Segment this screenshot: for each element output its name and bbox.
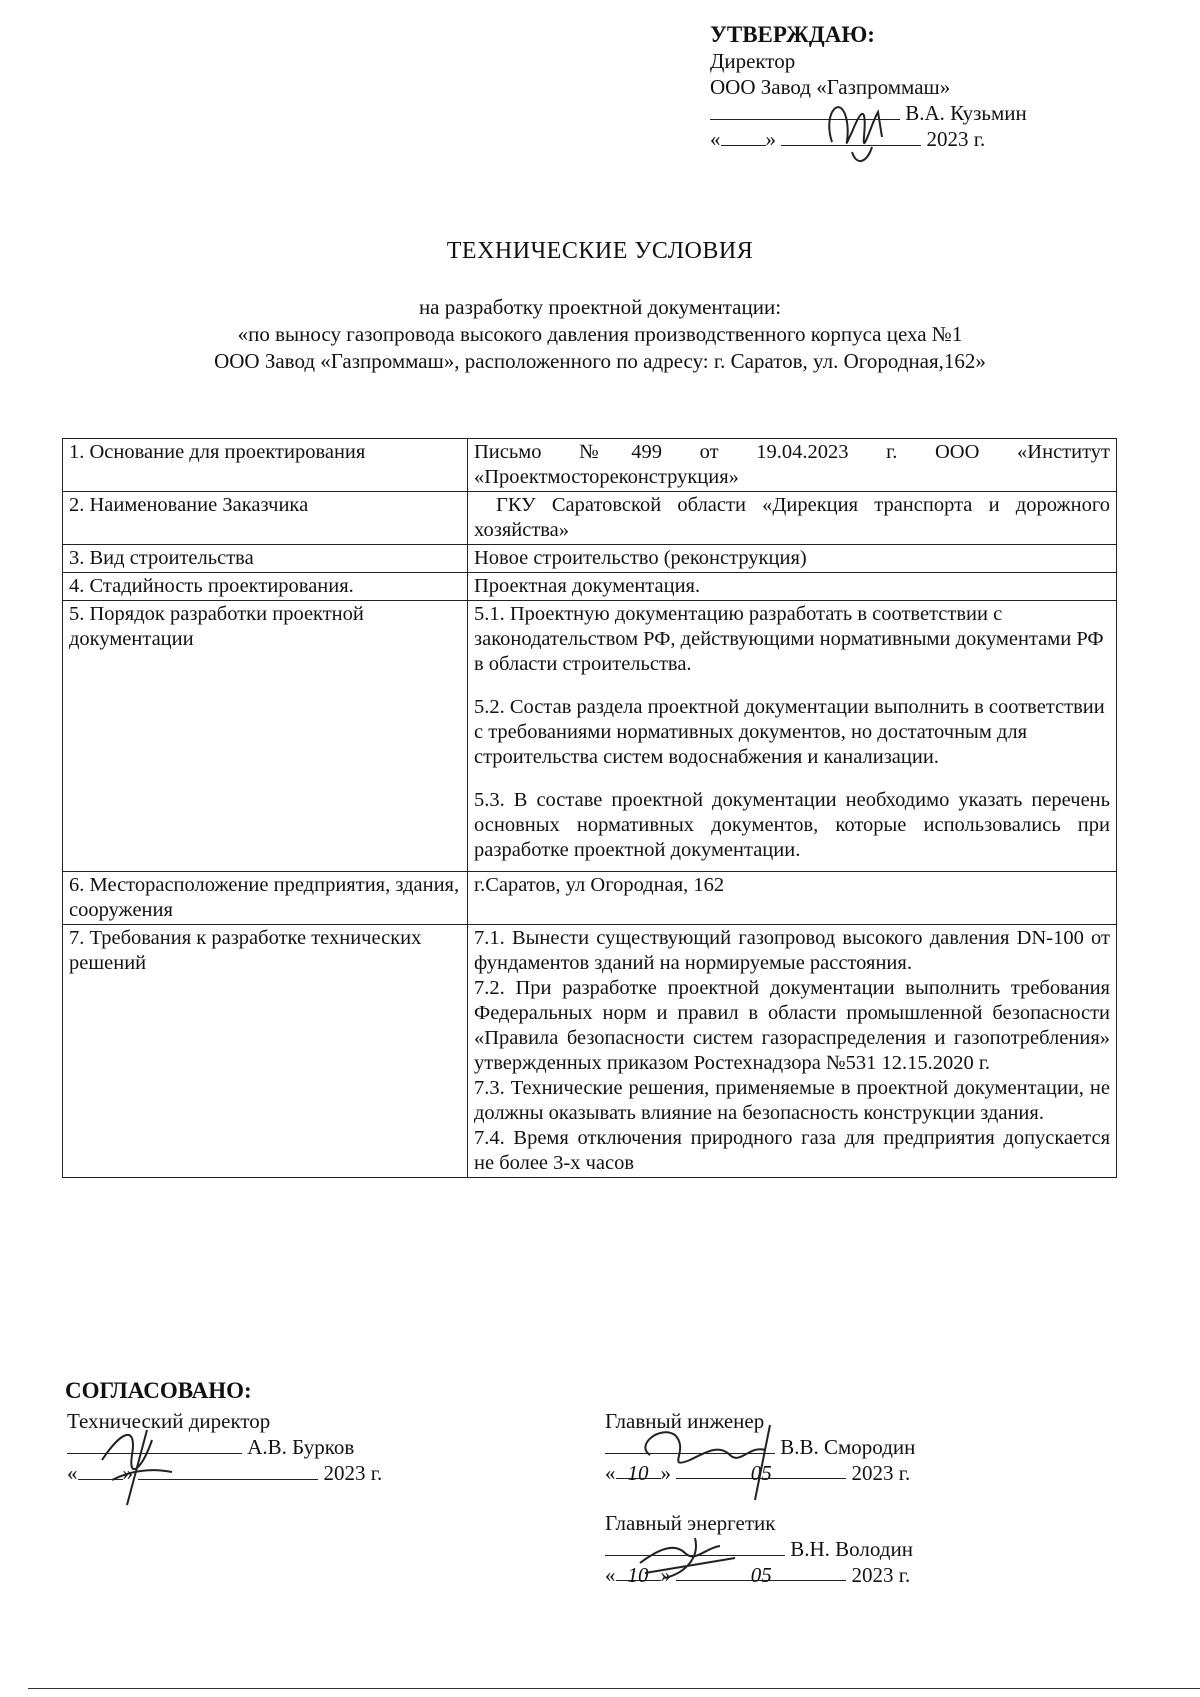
subtitle-line-2: «по выносу газопровода высокого давления производственного корпуса цеха №1 <box>237 322 963 346</box>
date-day: 10 <box>616 1562 661 1581</box>
date-month: 05 <box>676 1562 846 1581</box>
signatory-name: В.Н. Володин <box>790 1537 913 1561</box>
date-day <box>78 1461 123 1480</box>
date-month: 05 <box>676 1460 846 1479</box>
table-row <box>63 545 1117 573</box>
approval-company: ООО Завод «Газпроммаш» <box>710 75 951 99</box>
table-row <box>63 872 1117 925</box>
approval-block <box>710 22 1150 152</box>
table-row <box>63 601 1117 872</box>
subtitle-line-3: ООО Завод «Газпроммаш», расположенного по адресу: г. Саратов, ул. Огородная,162» <box>214 349 986 373</box>
approval-name: В.А. Кузьмин <box>905 101 1027 125</box>
signatory-sign-line <box>605 1434 915 1460</box>
list-item: 7.1. Вынести существующий газопровод высокого давления DN-100 от фундаментов зданий на нормируемые расстояния. <box>474 927 1110 974</box>
list-item: 5.1. Проектную документацию разработать в соответствии с законодательством РФ, действующими нормативными документами РФ в области строительства. <box>474 603 1104 675</box>
row-value <box>468 492 1117 545</box>
row-text: ГКУ Саратовской области «Дирекция транспорта и дорожного хозяйства» <box>474 494 1110 541</box>
row-label: 7. Требования к разработке технических решений <box>63 925 468 1178</box>
signatory-sign-line <box>67 1434 382 1460</box>
signatory-name: А.В. Бурков <box>247 1435 355 1459</box>
document-subtitle <box>0 294 1200 375</box>
approval-date-line <box>710 126 1150 152</box>
date-month-blank <box>781 127 921 146</box>
row-value <box>468 545 1117 573</box>
row-label: 3. Вид строительства <box>63 545 468 573</box>
row-label: 1. Основание для проектирования <box>63 439 468 492</box>
signatory-date-line: « 10 » 05 2023 г. <box>605 1563 911 1587</box>
row-value <box>468 573 1117 601</box>
date-close-quote: » <box>765 127 776 151</box>
specification-table <box>62 438 1117 1178</box>
table-row <box>63 573 1117 601</box>
signatory-position: Главный инженер <box>605 1409 765 1433</box>
table-row <box>63 492 1117 545</box>
date-month <box>138 1461 318 1480</box>
signatory-sign-line <box>605 1536 913 1562</box>
signature-underline <box>605 1537 785 1556</box>
date-day-blank <box>721 127 766 146</box>
row-text: Письмо №499 от 19.04.2023 г. ООО «Институт «Проектмостореконструкция» <box>474 441 1110 488</box>
signatory-position: Главный энергетик <box>605 1511 776 1535</box>
signature-underline <box>605 1435 775 1454</box>
date-year: 2023 г. <box>851 1563 911 1587</box>
signature-underline <box>710 101 900 120</box>
row-value <box>468 439 1117 492</box>
agreed-heading: СОГЛАСОВАНО: <box>65 1378 252 1403</box>
list-item: 7.2. При разработке проектной документации выполнить требования Федеральных норм и правил в области промышленной безопасности «Правила безопасности систем газораспределения и газопотребления» утвержденных приказом Ростехнадзора №531 12.15.2020 г. <box>474 977 1110 1074</box>
date-open-quote: « <box>710 127 721 151</box>
row-text: г.Саратов, ул Огородная, 162 <box>474 874 725 896</box>
row-label: 4. Стадийность проектирования. <box>63 573 468 601</box>
bottom-divider <box>28 1688 1200 1689</box>
signatory-technical-director <box>67 1408 382 1486</box>
signatory-date-line: « » 2023 г. <box>67 1461 383 1485</box>
list-item: 5.2. Состав раздела проектной документации выполнить в соответствии с требованиями нормативных документов, но достаточным для строительства систем водоснабжения и канализации. <box>474 696 1105 768</box>
row-value <box>468 872 1117 925</box>
approval-heading: УТВЕРЖДАЮ: <box>710 22 875 47</box>
date-year: 2023 г. <box>323 1461 383 1485</box>
date-year: 2023 г. <box>851 1461 911 1485</box>
list-item: 7.3. Технические решения, применяемые в проектной документации, не должны оказывать влияние на безопасность конструкции здания. <box>474 1077 1110 1124</box>
signatory-name: В.В. Смородин <box>780 1435 916 1459</box>
row-label: 6. Месторасположение предприятия, здания, сооружения <box>63 872 468 925</box>
list-item: 7.4. Время отключения природного газа для предприятия допускается не более 3-х часов <box>474 1127 1110 1174</box>
subtitle-line-1: на разработку проектной документации: <box>418 295 782 319</box>
date-day: 10 <box>616 1460 661 1479</box>
document-title: ТЕХНИЧЕСКИЕ УСЛОВИЯ <box>446 238 754 264</box>
approval-signature-line <box>710 100 1150 126</box>
row-text: Проектная документация. <box>474 575 701 597</box>
table-row <box>63 439 1117 492</box>
table-row <box>63 925 1117 1178</box>
signature-underline <box>67 1435 242 1454</box>
signatory-chief-engineer <box>605 1408 915 1486</box>
row-label: 5. Порядок разработки проектной документации <box>63 601 468 872</box>
approval-position: Директор <box>710 49 796 73</box>
list-item: 5.3. В составе проектной документации необходимо указать перечень основных нормативных документов, которые использовались при разработке проектной документации. <box>474 789 1110 861</box>
signatory-chief-power-engineer <box>605 1510 913 1588</box>
row-label: 2. Наименование Заказчика <box>63 492 468 545</box>
row-text: Новое строительство (реконструкция) <box>474 547 807 569</box>
row-value <box>468 601 1117 872</box>
row-value <box>468 925 1117 1178</box>
signatory-date-line: « 10 » 05 2023 г. <box>605 1461 911 1485</box>
signatory-position: Технический директор <box>67 1409 271 1433</box>
approval-year: 2023 г. <box>926 127 986 151</box>
